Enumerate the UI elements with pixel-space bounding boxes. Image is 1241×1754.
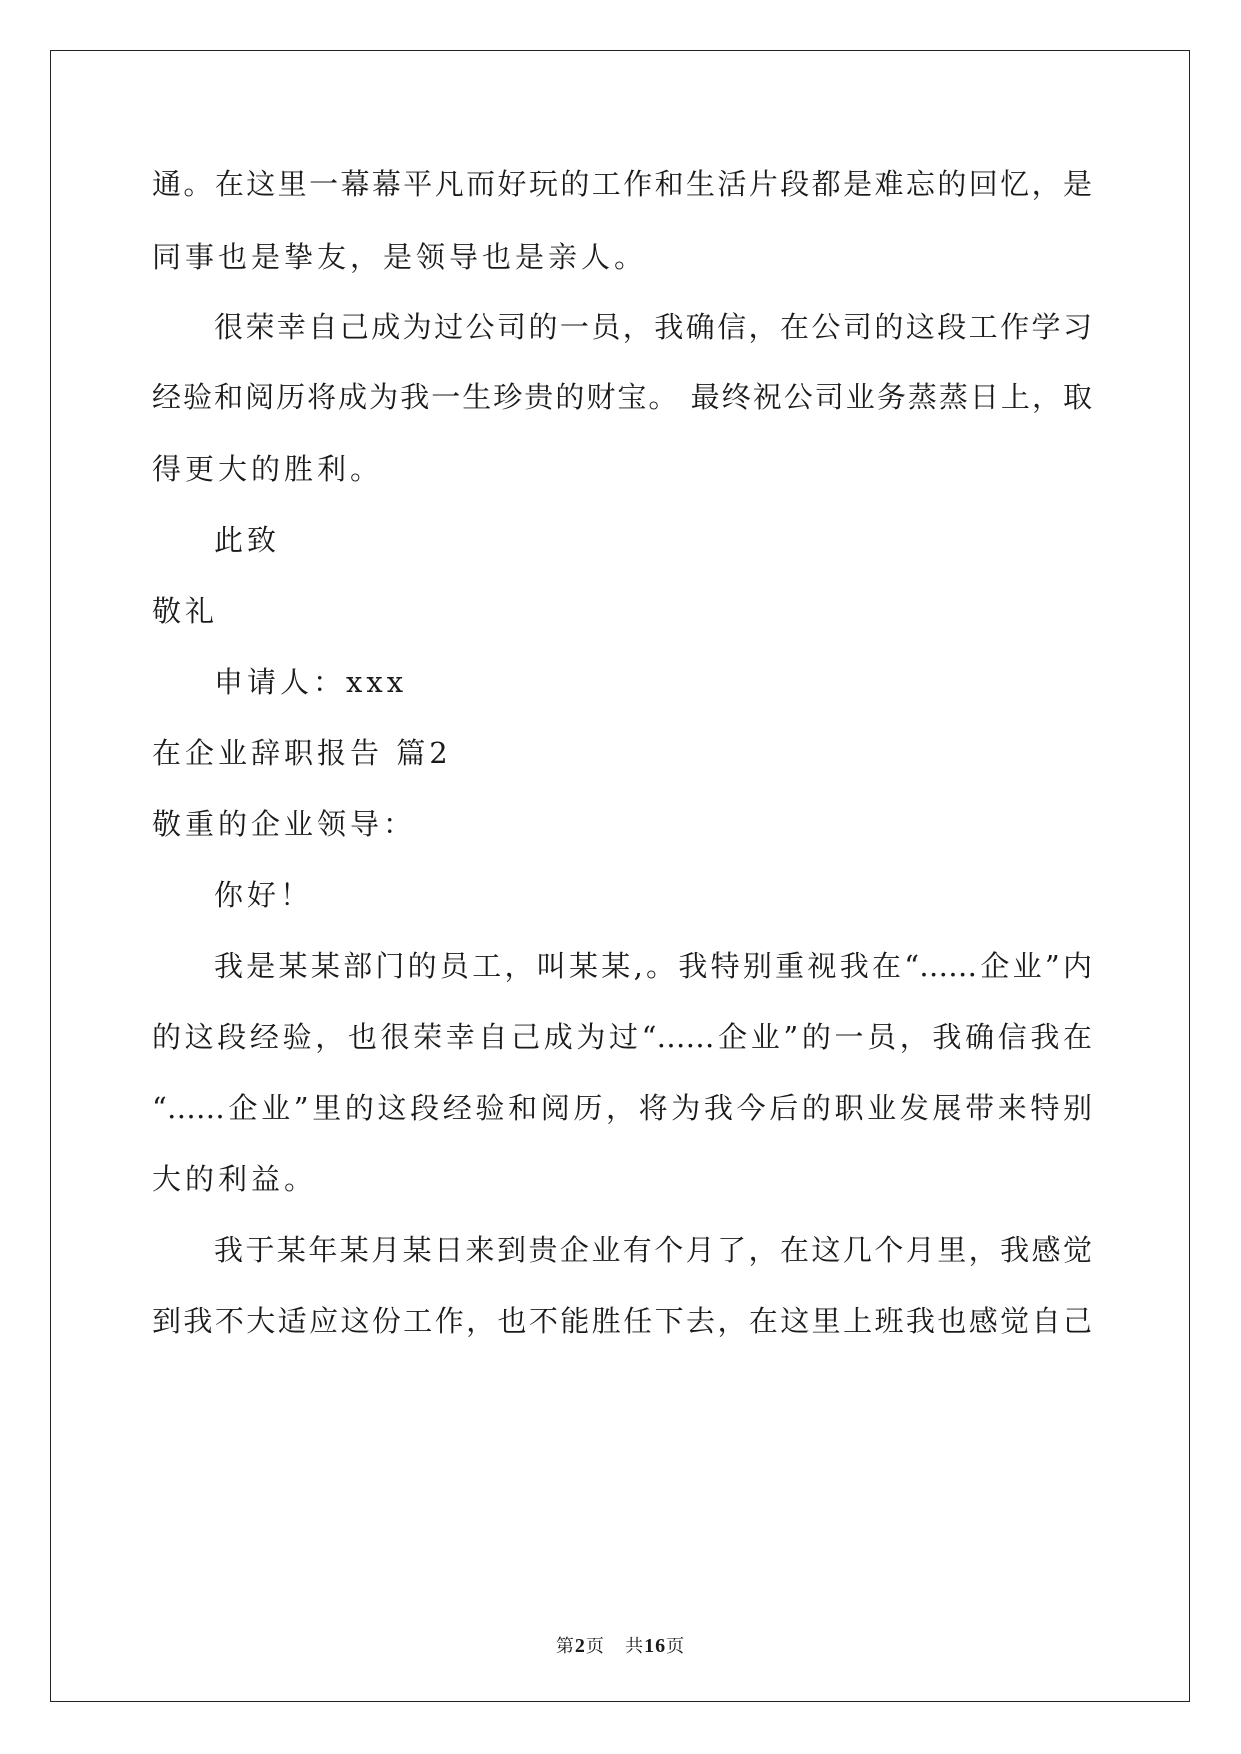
letter-addressee: 敬重的企业领导： xyxy=(152,807,417,841)
text-line: 经验和阅历将成为我一生珍贵的财宝。 最终祝公司业务蒸蒸日上，取 xyxy=(152,380,1092,414)
footer-total-prefix: 共 xyxy=(625,1636,645,1657)
page-footer xyxy=(0,1632,1241,1658)
section-heading: 在企业辞职报告 篇2 xyxy=(152,736,452,770)
salutation-regards: 敬礼 xyxy=(152,594,219,628)
text-line: 同事也是挚友，是领导也是亲人。 xyxy=(152,240,648,274)
salutation-closing: 此致 xyxy=(214,523,281,557)
text-line: 得更大的胜利。 xyxy=(152,452,384,486)
text-line: 通。在这里一幕幕平凡而好玩的工作和生活片段都是难忘的回忆，是 xyxy=(152,167,1092,201)
total-pages: 16 xyxy=(644,1635,667,1657)
text-line: 我于某年某月某日来到贵企业有个月了，在这几个月里，我感觉 xyxy=(214,1233,1092,1267)
text-line: 的这段经验，也很荣幸自己成为过“……企业”的一员，我确信我在 xyxy=(152,1020,1092,1054)
text-line: 我是某某部门的员工，叫某某,。我特别重视我在“……企业”内 xyxy=(214,949,1092,983)
footer-page-suffix: 页 xyxy=(585,1636,605,1657)
text-line: 很荣幸自己成为过公司的一员，我确信，在公司的这段工作学习 xyxy=(214,310,1092,344)
footer-prefix: 第 xyxy=(555,1636,575,1657)
text-line: 到我不大适应这份工作，也不能胜任下去，在这里上班我也感觉自己 xyxy=(152,1304,1092,1338)
greeting: 你好！ xyxy=(214,878,314,912)
footer-total-suffix: 页 xyxy=(666,1636,686,1657)
applicant-line: 申请人：xxx xyxy=(214,665,408,699)
page-number: 2 xyxy=(574,1635,586,1657)
text-line: “……企业”里的这段经验和阅历，将为我今后的职业发展带来特别 xyxy=(152,1091,1092,1125)
text-line: 大的利益。 xyxy=(152,1162,318,1196)
